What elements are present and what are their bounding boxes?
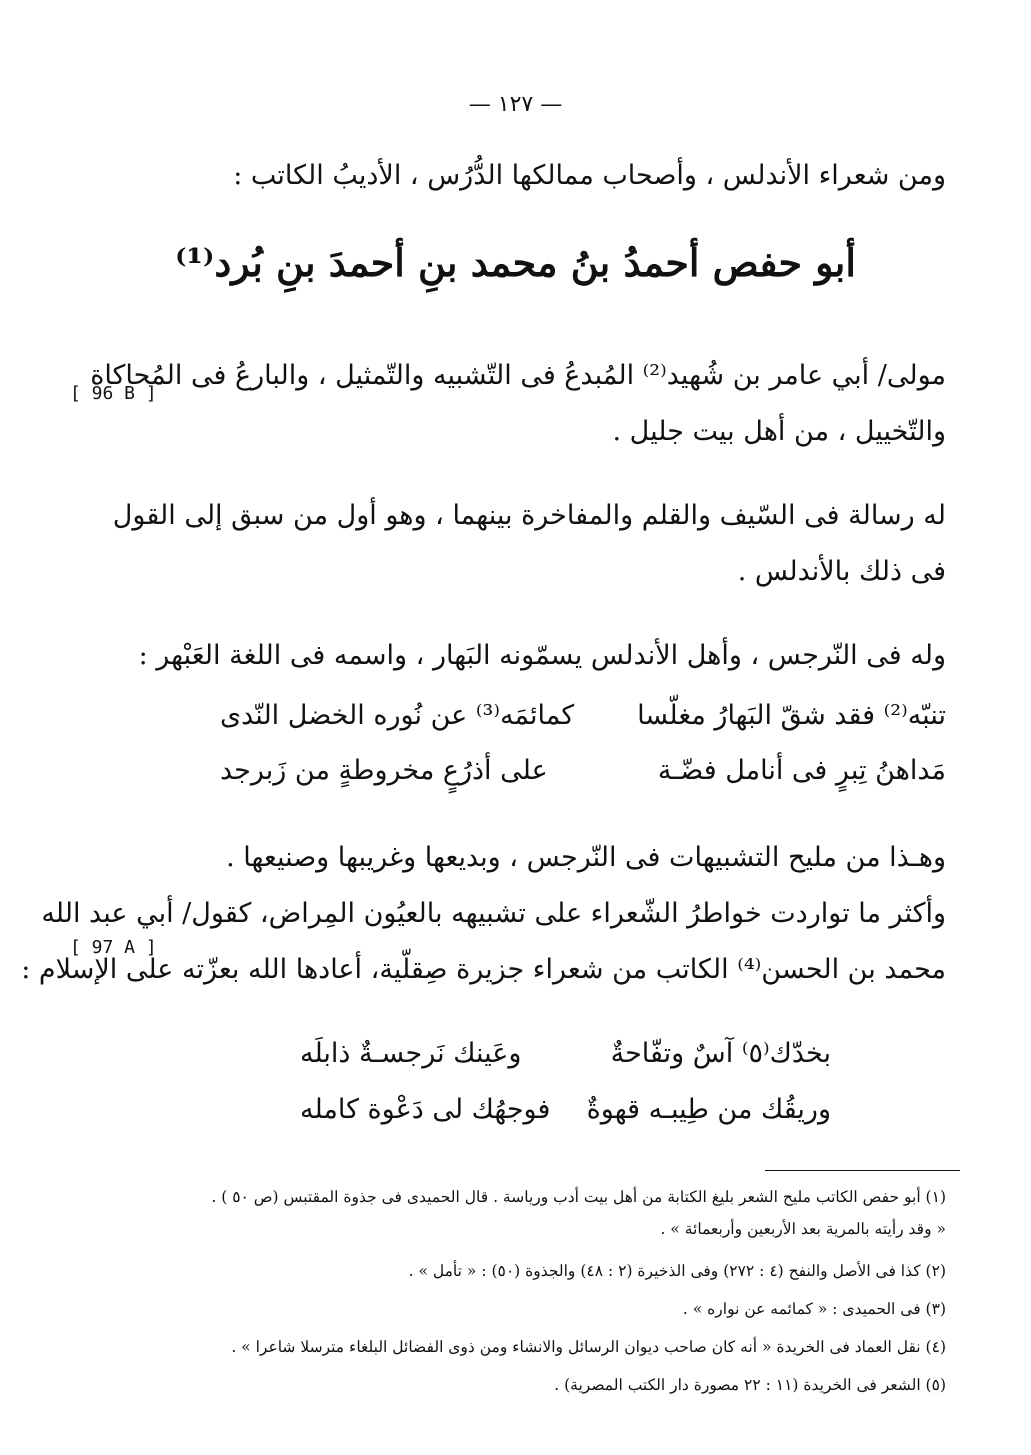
verse2-2-hemistich-a: وريقُك من طِيبـه قهوةٌ bbox=[586, 1094, 831, 1125]
footnote-3: (٣) فى الحميدى : « كمائمه عن نواره » . bbox=[682, 1300, 946, 1318]
verse2-1-hemistich-a: بخدّك⁽٥⁾ آسٌ وتفّاحةٌ bbox=[610, 1038, 831, 1069]
margin-ref-96b: [ 96 B ] bbox=[70, 383, 157, 404]
verse2-2-hemistich-b: فوجهُك لى دَعْوة كامله bbox=[300, 1094, 551, 1125]
para3-intro: وله فى النّرجس ، وأهل الأندلس يسمّونه البَهار ، واسمه فى اللغة العَبْهر : bbox=[138, 640, 946, 671]
entry-title: أبو حفص أحمدُ بنُ محمد بنِ أحمدَ بنِ بُرد⁽¹⁾ bbox=[175, 240, 856, 285]
footnote-1: (١) أبو حفص الكاتب مليح الشعر بليغ الكتابة من أهل بيت أدب ورياسة . قال الحميدى فى جذوة المقتبس (ص ٥٠ ) . bbox=[211, 1188, 946, 1206]
para4-line-3: محمد بن الحسن⁽⁴⁾ الكاتب من شعراء جزيرة صِقلّية، أعادها الله بعزّته على الإسلام : bbox=[21, 954, 946, 985]
footnote-4: (٤) نقل العماد فى الخريدة « أنه كان صاحب ديوان الرسائل والانشاء ومن ذوى الفضائل البلغاء مترسلا شاعرا » . bbox=[231, 1338, 946, 1356]
verse1-1-hemistich-b: كمائمَه⁽³⁾ عن نُوره الخضل النّدى bbox=[220, 700, 575, 731]
para1-line-1: مولى/ أبي عامر بن شُهيد⁽²⁾ المُبدعُ فى التّشبيه والتّمثيل ، والبارعُ فى المُحاكاة bbox=[90, 360, 946, 391]
intro-line: ومن شعراء الأندلس ، وأصحاب ممالكها الدُّرُس ، الأديبُ الكاتب : bbox=[233, 160, 946, 191]
verse2-1-hemistich-b: وعَينك نَرجسـةٌ ذابلَه bbox=[300, 1038, 522, 1069]
verse1-1-hemistich-a: تنبّه⁽²⁾ فقد شقّ البَهارُ مغلّسا bbox=[637, 700, 946, 731]
para2-line-2: فى ذلك بالأندلس . bbox=[737, 556, 946, 587]
page-number: — ١٢٧ — bbox=[468, 92, 563, 117]
verse1-2-hemistich-a: مَداهنُ تِبرٍ فى أنامل فضّـة bbox=[657, 755, 946, 786]
margin-ref-97a: [ 97 A ] bbox=[70, 937, 157, 958]
para2-line-1: له رسالة فى السّيف والقلم والمفاخرة بينهما ، وهو أول من سبق إلى القول bbox=[112, 500, 946, 531]
footnote-divider bbox=[765, 1170, 960, 1171]
para4-line-2: وأكثر ما تواردت خواطرُ الشّعراء على تشبيهه بالعيُون المِراض، كقول/ أبي عبد الله bbox=[41, 898, 946, 929]
footnote-1-cont: « وقد رأيته بالمرية بعد الأربعين وأربعمائة » . bbox=[660, 1220, 946, 1238]
verse1-2-hemistich-b: على أذرُعٍ مخروطةٍ من زَبرجد bbox=[220, 755, 548, 786]
footnote-2: (٢) كذا فى الأصل والنفح (٤ : ٢٧٢) وفى الذخيرة (٢ : ٤٨) والجذوة (٥٠) : « تأمل » . bbox=[408, 1262, 946, 1280]
footnote-5: (٥) الشعر فى الخريدة (١١ : ٢٢ مصورة دار الكتب المصرية) . bbox=[554, 1376, 946, 1394]
para4-line-1: وهـذا من مليح التشبيهات فى النّرجس ، وبديعها وغريبها وصنيعها . bbox=[226, 842, 946, 873]
para1-line-2: والتّخييل ، من أهل بيت جليل . bbox=[612, 416, 946, 447]
